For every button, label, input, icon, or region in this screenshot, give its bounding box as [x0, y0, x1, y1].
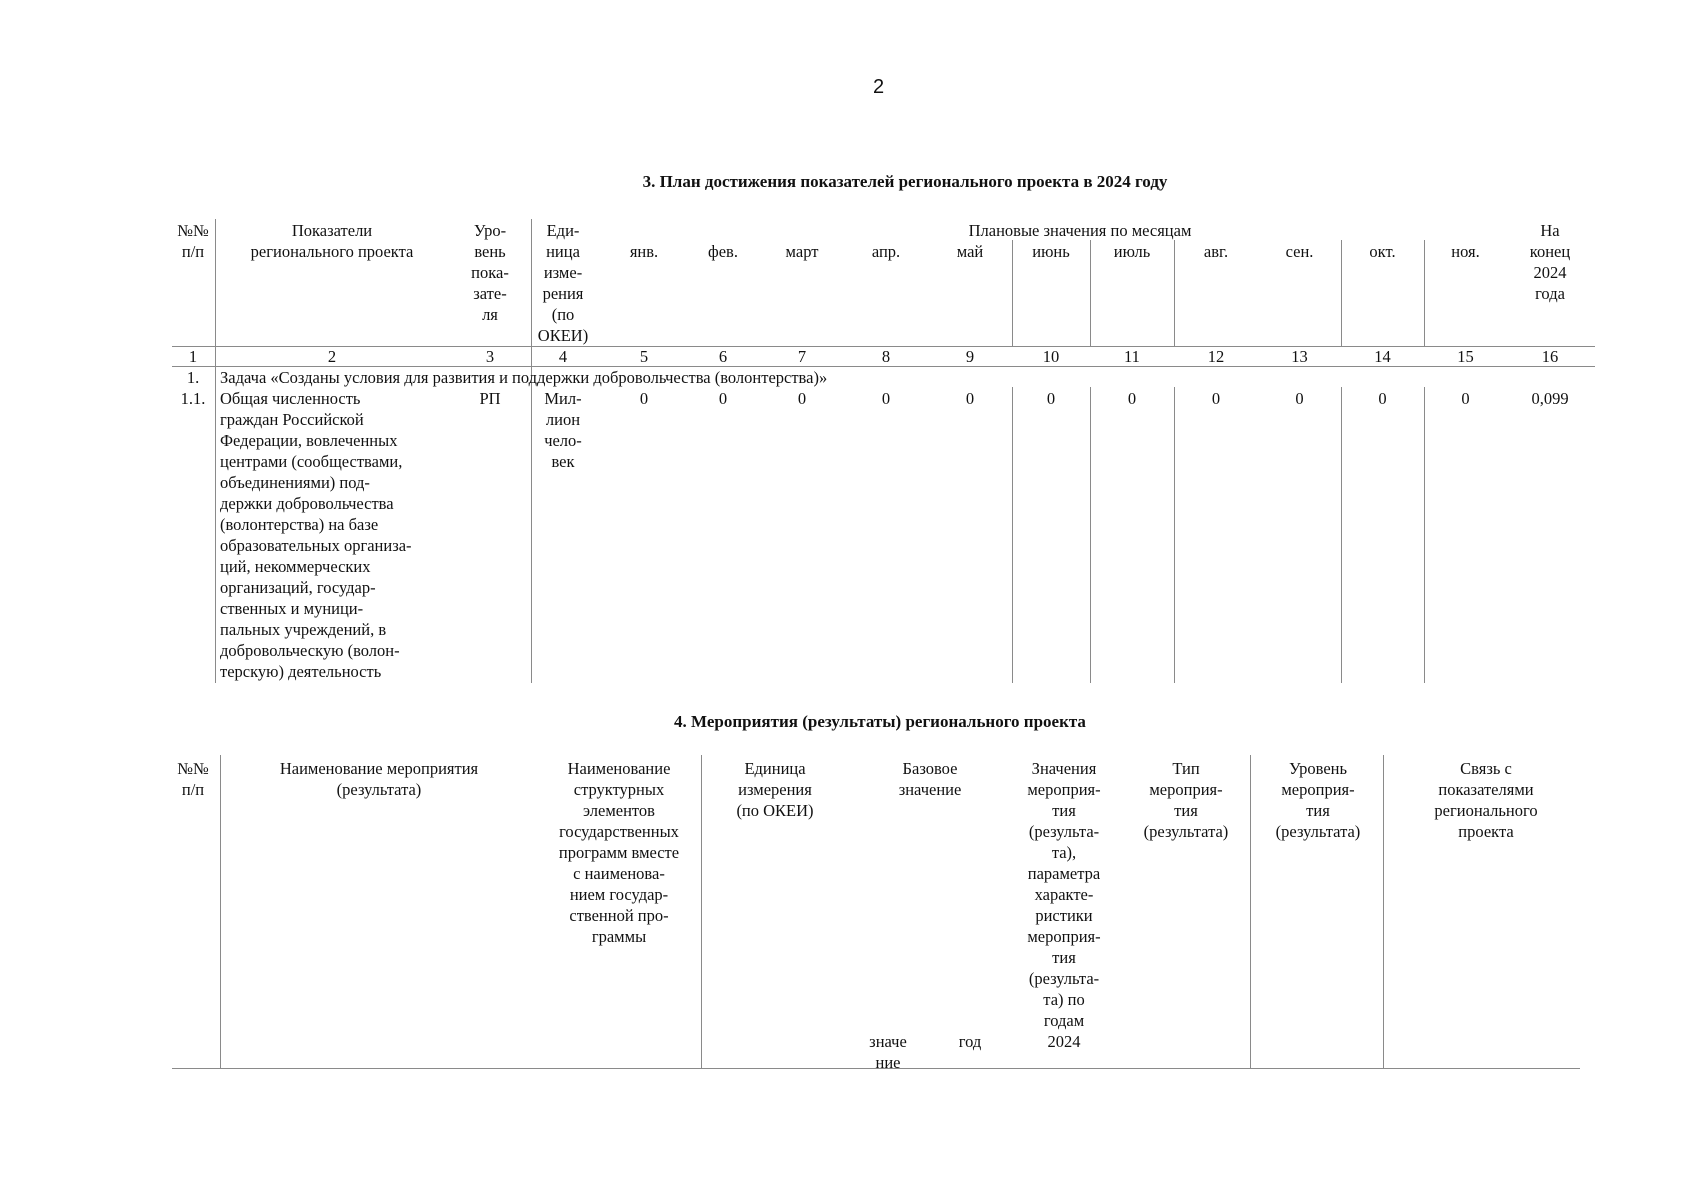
header-month: янв.	[629, 242, 659, 261]
header-base: Базовое значение	[898, 759, 962, 799]
col-divider	[1012, 387, 1013, 683]
row-month-value: 0	[1046, 389, 1056, 408]
col-number: 7	[797, 347, 807, 366]
row-month-value: 0	[718, 389, 728, 408]
row-num: 1.1.	[180, 389, 206, 408]
col-number: 16	[1541, 347, 1559, 366]
col-number: 4	[558, 347, 568, 366]
col-number: 10	[1042, 347, 1060, 366]
header-level: Уровень мероприя- тия (результата)	[1275, 759, 1361, 841]
col-number: 11	[1124, 347, 1140, 366]
page-number: 2	[873, 76, 885, 98]
header-structural: Наименование структурных элементов государственных программ вместе с наименова- нием государ- ственной про- граммы	[558, 759, 680, 946]
task-num: 1.	[186, 368, 200, 387]
row-month-value: 0	[1211, 389, 1221, 408]
header-unit: Еди- ница изме- рения (по ОКЕИ)	[537, 221, 589, 345]
col-divider	[1250, 755, 1251, 1068]
task-text: Задача «Созданы условия для развития и поддержки добровольчества (волонтерства)»	[220, 368, 828, 387]
col-number: 3	[485, 347, 495, 366]
header-month: июль	[1113, 242, 1151, 261]
header-month: май	[956, 242, 984, 261]
row-level: РП	[479, 389, 501, 408]
col-number: 5	[639, 347, 649, 366]
col-divider	[1341, 387, 1342, 683]
header-base-year: год	[958, 1032, 982, 1051]
header-values: Значения мероприя- тия (результа- та), параметра характе- ристики мероприя- тия (результа- та) по годам 2024	[1027, 759, 1101, 1051]
col-divider	[1383, 755, 1384, 1068]
col-divider	[215, 219, 216, 683]
col-number: 2	[327, 347, 337, 366]
col-number: 14	[1374, 347, 1391, 366]
row-month-value: 0	[1127, 389, 1137, 408]
row-month-value: 0	[1461, 389, 1470, 408]
col-divider	[220, 755, 221, 1068]
col-number: 1	[188, 347, 198, 366]
header-planned: Плановые значения по месяцам	[968, 221, 1192, 240]
header-month: апр.	[871, 242, 901, 261]
col-number: 9	[965, 347, 975, 366]
row-month-value: 0	[881, 389, 891, 408]
header-base-value: значе ние	[869, 1032, 907, 1072]
header-name: Наименование мероприятия (результата)	[279, 759, 479, 799]
header-month: ноя.	[1451, 242, 1480, 261]
section3-title: 3. План достижения показателей регионального проекта в 2024 году	[642, 172, 1168, 191]
header-type: Тип мероприя- тия (результата)	[1143, 759, 1229, 841]
header-indicators: Показатели регионального проекта	[250, 221, 414, 261]
col-divider	[701, 755, 702, 1068]
row-year-end-value: 0,099	[1531, 389, 1569, 408]
row-unit: Мил- лион чело- век	[544, 389, 582, 471]
col-number: 15	[1457, 347, 1474, 366]
header-num: №№ п/п	[177, 759, 209, 799]
header-month: фев.	[708, 242, 738, 261]
header-month: июнь	[1032, 242, 1070, 261]
row-month-value: 0	[639, 389, 649, 408]
header-month: март	[785, 242, 819, 261]
col-divider	[1174, 387, 1175, 683]
row-indicator: Общая численность граждан Российской Федерации, вовлеченных центрами (сообществами, объединениями) под- держки добровольчества (волонтерства) на базе образовательных организа- ций, некоммерческих организаций, государ- ственных и муници- пальных учреждений, в добровольческую (волон- терскую) деятельность	[220, 389, 412, 681]
header-month: авг.	[1203, 242, 1229, 261]
header-level: Уро- вень пока- зате- ля	[471, 221, 509, 324]
section4-title: 4. Мероприятия (результаты) регионального проекта	[674, 712, 1086, 731]
col-number: 13	[1291, 347, 1308, 366]
row-month-value: 0	[965, 389, 975, 408]
header-link: Связь с показателями регионального проекта	[1434, 759, 1538, 841]
header-month: сен.	[1285, 242, 1314, 261]
header-month: окт.	[1369, 242, 1396, 261]
col-number: 12	[1207, 347, 1225, 366]
header-year-end: На конец 2024 года	[1529, 221, 1571, 303]
row-month-value: 0	[1378, 389, 1387, 408]
row-month-value: 0	[1295, 389, 1304, 408]
col-divider	[1424, 387, 1425, 683]
col-divider	[1090, 387, 1091, 683]
col-number: 8	[881, 347, 891, 366]
row-month-value: 0	[797, 389, 807, 408]
header-num: №№ п/п	[177, 221, 209, 261]
col-number: 6	[718, 347, 728, 366]
header-unit: Единица измерения (по ОКЕИ)	[736, 759, 814, 820]
